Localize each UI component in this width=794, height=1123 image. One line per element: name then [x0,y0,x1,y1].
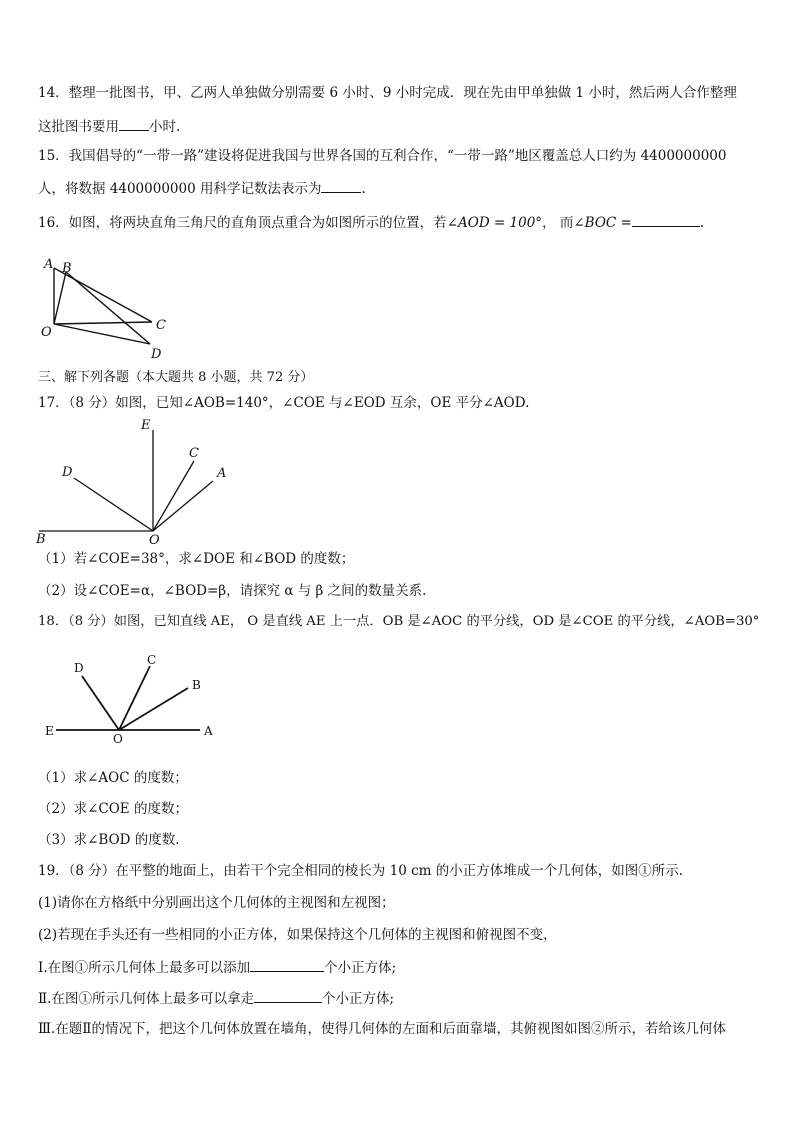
q18-label-c: C [147,653,157,667]
q16-label-a: A [44,257,54,272]
q17-part1: （1）若∠COE=38°，求∠DOE 和∠BOD 的度数； [38,551,355,567]
q19-sub3: Ⅲ.在题Ⅱ的情况下，把这个几何体放置在墙角，使得几何体的左面和后面靠墙，其俯视图如图②所示，若给该几何体 [38,1021,726,1037]
q18-ray-od [82,676,119,730]
q19-sub1-text-a: Ⅰ.在图①所示几何体上最多可以添加 [38,960,251,976]
q15-text-a: 人，将数据 4400000000 用科学记数法表示为 [38,181,322,197]
q16-label-d: D [151,347,162,362]
q16-line-ob [54,272,66,324]
q15-line1: 15．我国倡导的“一带一路”建设将促进我国与世界各国的互利合作，“一带一路”地区覆盖总人口约为 4400000000 [38,148,727,164]
q17-label-e: E [141,418,151,433]
q17-stem: 17．（8 分）如图，已知∠AOB=140°，∠COE 与∠EOD 互余，OE 平分∠AOD. [38,395,530,411]
q18-label-e: E [45,724,54,738]
q19-sub2 [38,988,394,1008]
q17-ray-od [74,478,153,531]
q16-line-bd [66,272,150,344]
q16-label-b: B [62,261,72,276]
q14-text-b: 小时. [149,119,181,135]
q19-part1: (1)请你在方格纸中分别画出这个几何体的主视图和左视图； [38,895,395,911]
q16-text-c: . [699,215,705,231]
q15-answer-blank[interactable] [321,178,361,193]
q16-math-aod: ∠AOD = 100° [446,215,543,231]
q18-part3: （3）求∠BOD 的度数. [38,832,180,848]
q18-label-o: O [113,732,123,746]
q19-sub2-answer-blank[interactable] [254,988,322,1003]
q16-math-boc: ∠BOC = [573,215,632,231]
q18-stem: 18．（8 分）如图，已知直线 AE， O 是直线 AE 上一点．OB 是∠AOC 的平分线，OD 是∠COE 的平分线，∠AOB=30° [38,614,760,629]
q17-label-c: C [189,446,199,461]
q14-line1: 14．整理一批图书，甲、乙两人单独做分别需要 6 小时、9 小时完成．现在先由甲单独做 1 小时，然后两人合作整理 [38,85,737,101]
q19-sub2-text-b: 个小正方体; [321,991,395,1007]
q19-sub1-answer-blank[interactable] [250,957,324,972]
q16-text-b: ， 而 [542,215,574,231]
q16-line-od [54,324,150,344]
q14-answer-blank[interactable] [119,116,149,131]
q17-label-a: A [217,466,227,481]
q16-figure [38,254,178,364]
q17-ray-oa [153,481,213,531]
q17-figure [36,416,236,546]
q14-line2 [38,116,180,136]
q19-part2: (2)若现在手头还有一些相同的小正方体，如果保持这个几何体的主视图和俯视图不变， [38,927,557,943]
q16-line-ac [54,268,152,322]
q16-line-oc [54,322,152,324]
q17-label-d: D [62,465,73,480]
q17-ray-oc [153,461,194,531]
q18-label-a: A [204,724,213,738]
section-3-heading: 三、解下列各题（本大题共 8 小题，共 72 分） [38,370,314,385]
q18-label-d: D [74,661,84,675]
q17-part2: （2）设∠COE=α，∠BOD=β，请探究 α 与 β 之间的数量关系. [38,583,427,599]
q16-answer-blank[interactable] [632,212,700,227]
q16-label-o: O [41,325,52,340]
q18-label-b: B [192,678,201,692]
q19-sub1 [38,957,396,977]
q16-label-c: C [156,318,166,333]
q17-label-b: B [36,532,46,546]
q19-sub1-text-b: 个小正方体; [324,960,397,976]
q15-text-b: . [361,181,366,197]
q15-line2 [38,178,366,198]
q14-text-a: 这批图书要用 [38,119,119,135]
q16-stem [38,212,704,232]
q16-text-a: 16．如图，将两块直角三角尺的直角顶点重合为如图所示的位置，若 [38,215,447,231]
q18-part2: （2）求∠COE 的度数； [38,801,188,817]
q18-figure [40,650,230,750]
q18-part1: （1）求∠AOC 的度数； [38,770,188,786]
q19-stem: 19．（8 分）在平整的地面上，由若干个完全相同的棱长为 10 cm 的小正方体堆成一个几何体，如图①所示. [38,863,684,879]
q17-label-o: O [149,533,160,546]
q19-sub2-text-a: Ⅱ.在图①所示几何体上最多可以拿走 [38,991,254,1007]
